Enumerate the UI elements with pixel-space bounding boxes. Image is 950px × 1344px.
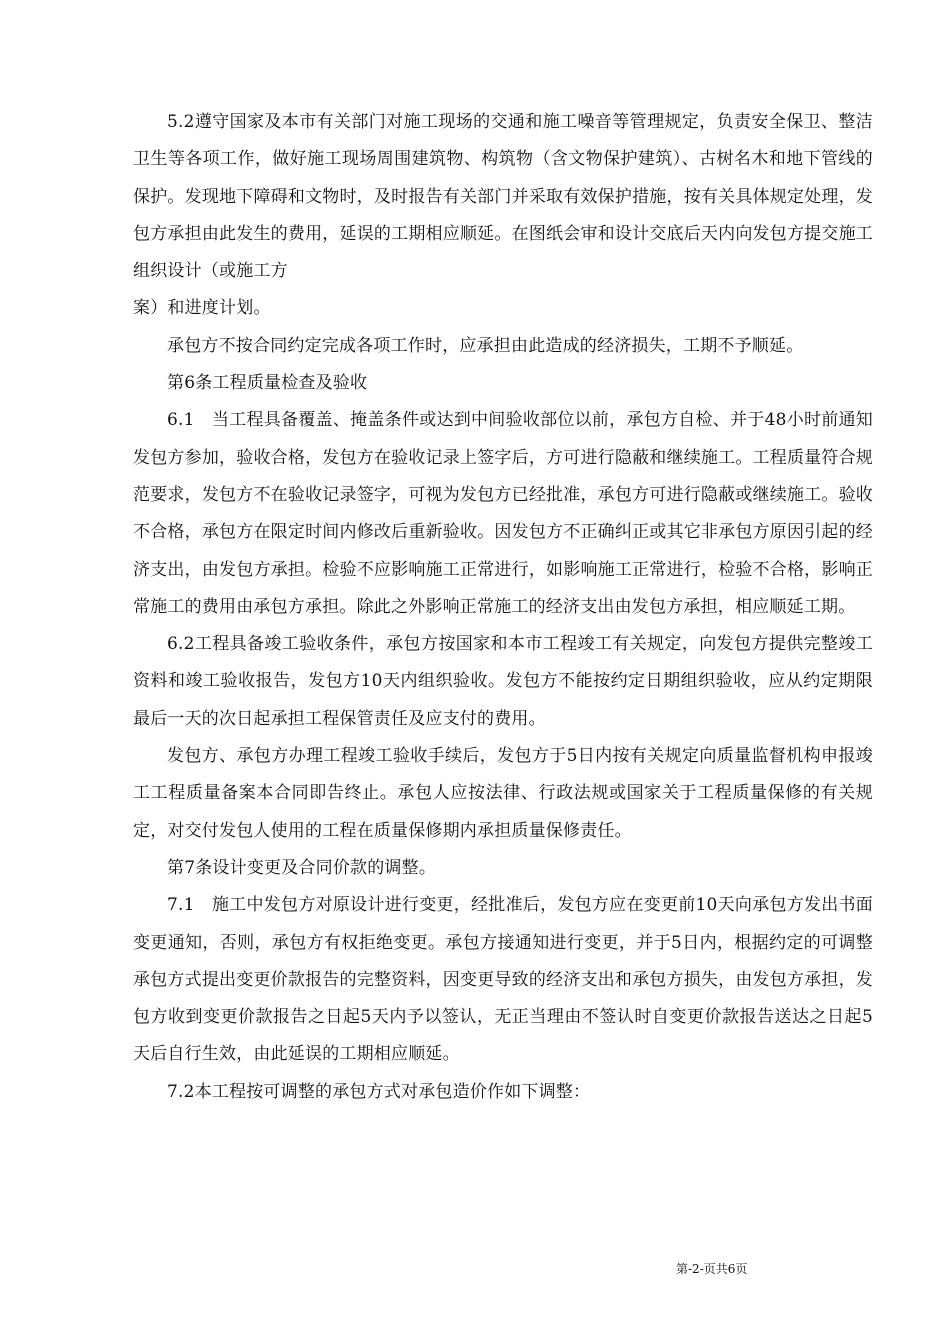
heading-article-7: 第7条设计变更及合同价款的调整。 (167, 857, 437, 878)
page-number: 第-2-页共6页 (676, 1262, 748, 1276)
paragraph-5-2-continued: 案）和进度计划。 (133, 298, 271, 319)
paragraph-6-2: 6.2工程具备竣工验收条件，承包方按国家和本市工程竣工有关规定，向发包方提供完整竣工资料和竣工验收报告，发包方10天内组织验收。发包方不能按约定日期组织验收，应从约定期限最后一天的次日起承担工程保管责任及应支付的费用。 (133, 634, 873, 729)
paragraph-7-2: 7.2本工程按可调整的承包方式对承包造价作如下调整： (167, 1081, 591, 1102)
paragraph-completion-acceptance: 发包方、承包方办理工程竣工验收手续后，发包方于5日内按有关规定向质量监督机构申报竣工工程质量备案本合同即告终止。承包人应按法律、行政法规或国家关于工程质量保修的有关规定，对交付发包人使用的工程在质量保修期内承担质量保修责任。 (133, 746, 873, 841)
paragraph-7-1: 7.1 施工中发包方对原设计进行变更，经批准后，发包方应在变更前10天向承包方发出书面变更通知，否则，承包方有权拒绝变更。承包方接通知进行变更，并于5日内，根据约定的可调整承包方式提出变更价款报告的完整资料，因变更导致的经济支出和承包方损失，由发包方承担，发包方收到变更价款报告之日起5天内予以签认，无正当理由不签认时自变更价款报告送达之日起5天后自行生效，由此延误的工期相应顺延。 (133, 895, 873, 1065)
paragraph-6-1: 6.1 当工程具备覆盖、掩盖条件或达到中间验收部位以前，承包方自检、并于48小时前通知发包方参加，验收合格，发包方在验收记录上签字后，方可进行隐蔽和继续施工。工程质量符合规范要求，发包方不在验收记录签字，可视为发包方已经批准，承包方可进行隐蔽或继续施工。验收不合格，承包方在限定时间内修改后重新验收。因发包方不正确纠正或其它非承包方原因引起的经济支出，由发包方承担。检验不应影响施工正常进行，如影响施工正常进行，检验不合格，影响正常施工的费用由承包方承担。除此之外影响正常施工的经济支出由发包方承担，相应顺延工期。 (133, 410, 873, 617)
heading-article-6: 第6条工程质量检查及验收 (167, 373, 368, 394)
paragraph-contractor-liability: 承包方不按合同约定完成各项工作时，应承担由此造成的经济损失，工期不予顺延。 (167, 335, 804, 356)
paragraph-5-2: 5.2遵守国家及本市有关部门对施工现场的交通和施工噪音等管理规定，负责安全保卫、整洁卫生等各项工作，做好施工现场周围建筑物、构筑物（含文物保护建筑）、古树名木和地下管线的保护。发现地下障碍和文物时，及时报告有关部门并采取有效保护措施，按有关具体规定处理，发包方承担由此发生的费用，延误的工期相应顺延。在图纸会审和设计交底后天内向发包方提交施工组织设计（或施工方 (133, 112, 873, 282)
document-body (133, 104, 873, 1111)
